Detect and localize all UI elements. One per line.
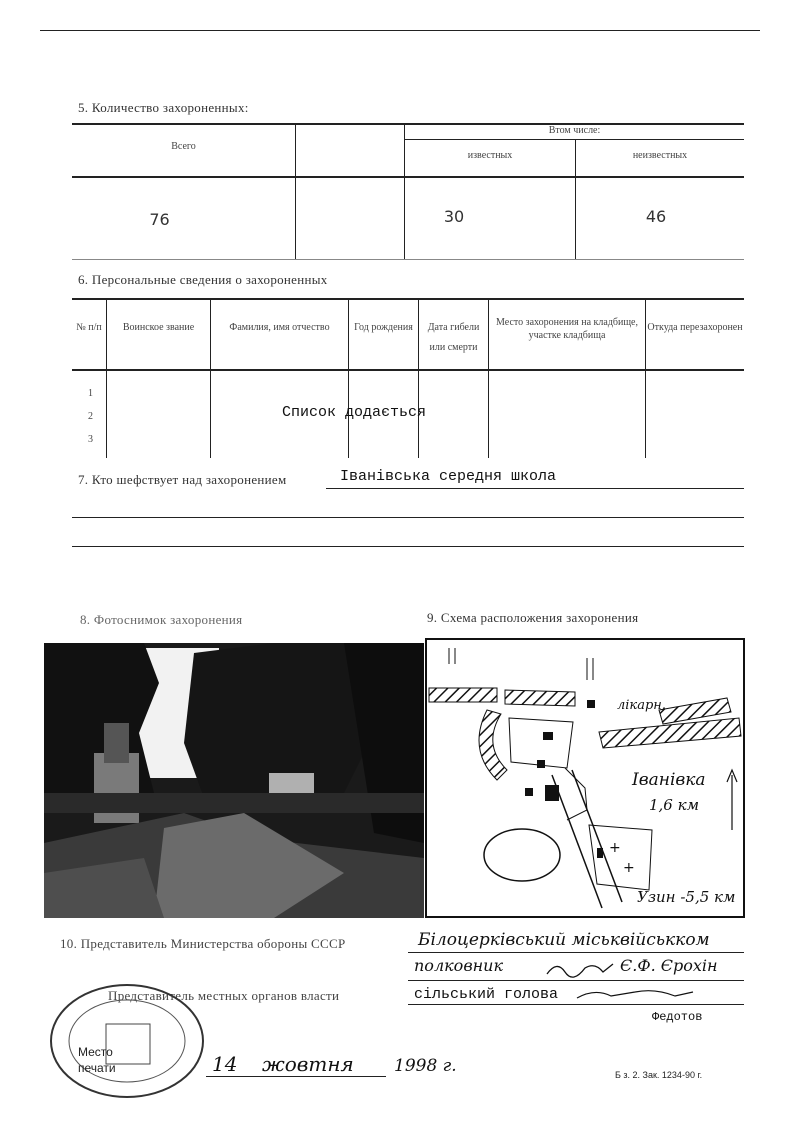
col-total-header: Всего bbox=[171, 141, 196, 152]
s5-vline-2 bbox=[404, 123, 405, 259]
known-value: 30 bbox=[443, 207, 465, 226]
burial-photo bbox=[44, 643, 424, 918]
date-year: 1998 г. bbox=[394, 1056, 457, 1076]
s6-header-birth: Год рождения bbox=[354, 322, 413, 333]
s6-header-num: № п/п bbox=[76, 322, 102, 333]
date-underline bbox=[206, 1076, 386, 1077]
section6-title: 6. Персональные сведения о захороненных bbox=[78, 272, 328, 287]
total-value: 76 bbox=[149, 210, 170, 229]
col-incl-header: Втом числе: bbox=[548, 125, 601, 136]
s6-rule-top bbox=[72, 298, 744, 300]
scheme-direction-label: Узин -5,5 км bbox=[637, 888, 736, 906]
s6-header-place: Место захоронения на кладбище, участке кладбища bbox=[496, 317, 638, 341]
col-unknown-header: неизвестных bbox=[632, 150, 688, 161]
s6-rule-mid bbox=[72, 369, 744, 371]
mod-rep-line2: полковник bbox=[414, 956, 504, 975]
s7-underline-2 bbox=[72, 517, 744, 518]
unknown-value: 46 bbox=[645, 207, 667, 226]
burial-photo-image bbox=[44, 643, 424, 918]
s7-underline-3 bbox=[72, 546, 744, 547]
s6-header-death: Дата гибели или смерти bbox=[427, 322, 480, 353]
date-day: 14 bbox=[212, 1052, 238, 1076]
s5-rule-bot bbox=[72, 259, 744, 260]
stamp-place-label: Место печати bbox=[78, 1045, 116, 1075]
mod-rep-underline-1 bbox=[408, 952, 744, 953]
mod-rep-line1: Білоцерківський міськвійськком bbox=[418, 930, 710, 950]
section8-title: 8. Фотоснимок захоронения bbox=[80, 612, 243, 627]
date-month: жовтня bbox=[262, 1052, 354, 1076]
local-rep-title: сільський голова bbox=[414, 986, 559, 1003]
s6-header-from: Откуда перезахоронен bbox=[647, 322, 743, 333]
print-note: Б з. 2. Зак. 1234-90 г. bbox=[615, 1070, 703, 1080]
local-rep-signature bbox=[575, 984, 695, 1011]
section5-title: 5. Количество захороненных: bbox=[78, 100, 249, 115]
scheme-village-label: Іванівка bbox=[632, 770, 706, 790]
location-scheme bbox=[425, 638, 745, 918]
list-attached-note: Список додається bbox=[282, 404, 427, 421]
s5-vline-1 bbox=[295, 123, 296, 259]
col-known-header: известных bbox=[467, 150, 513, 161]
official-stamp bbox=[48, 982, 206, 1100]
top-rule bbox=[40, 30, 760, 31]
section9-title: 9. Схема расположения захоронения bbox=[427, 610, 639, 625]
s6-row-3: 3 bbox=[88, 434, 93, 445]
s6-row-2: 2 bbox=[88, 411, 93, 422]
mod-rep-underline-2 bbox=[408, 980, 744, 981]
scheme-hospital-label: лікарн. bbox=[617, 698, 666, 713]
svg-text:+: + bbox=[623, 860, 635, 876]
local-rep-underline bbox=[408, 1004, 744, 1005]
section7-label: 7. Кто шефствует над захоронением bbox=[78, 472, 287, 487]
local-rep-name: Федотов bbox=[652, 1010, 703, 1024]
patron-value: Іванівська середня школа bbox=[340, 468, 557, 485]
s6-header-rank: Воинское звание bbox=[122, 322, 195, 333]
s5-rule-mid bbox=[72, 176, 744, 178]
svg-text:+: + bbox=[609, 840, 621, 856]
mod-rep-name: Є.Ф. Єрохін bbox=[620, 956, 718, 975]
s7-underline-1 bbox=[326, 488, 744, 489]
section10-label-2: Представитель местных органов власти bbox=[108, 988, 340, 1003]
s6-header-name: Фамилия, имя отчество bbox=[229, 322, 330, 333]
s6-row-1: 1 bbox=[88, 388, 93, 399]
scheme-distance-label: 1,6 км bbox=[649, 796, 700, 814]
section10-label-1: 10. Представитель Министерства обороны СССР bbox=[60, 936, 346, 951]
